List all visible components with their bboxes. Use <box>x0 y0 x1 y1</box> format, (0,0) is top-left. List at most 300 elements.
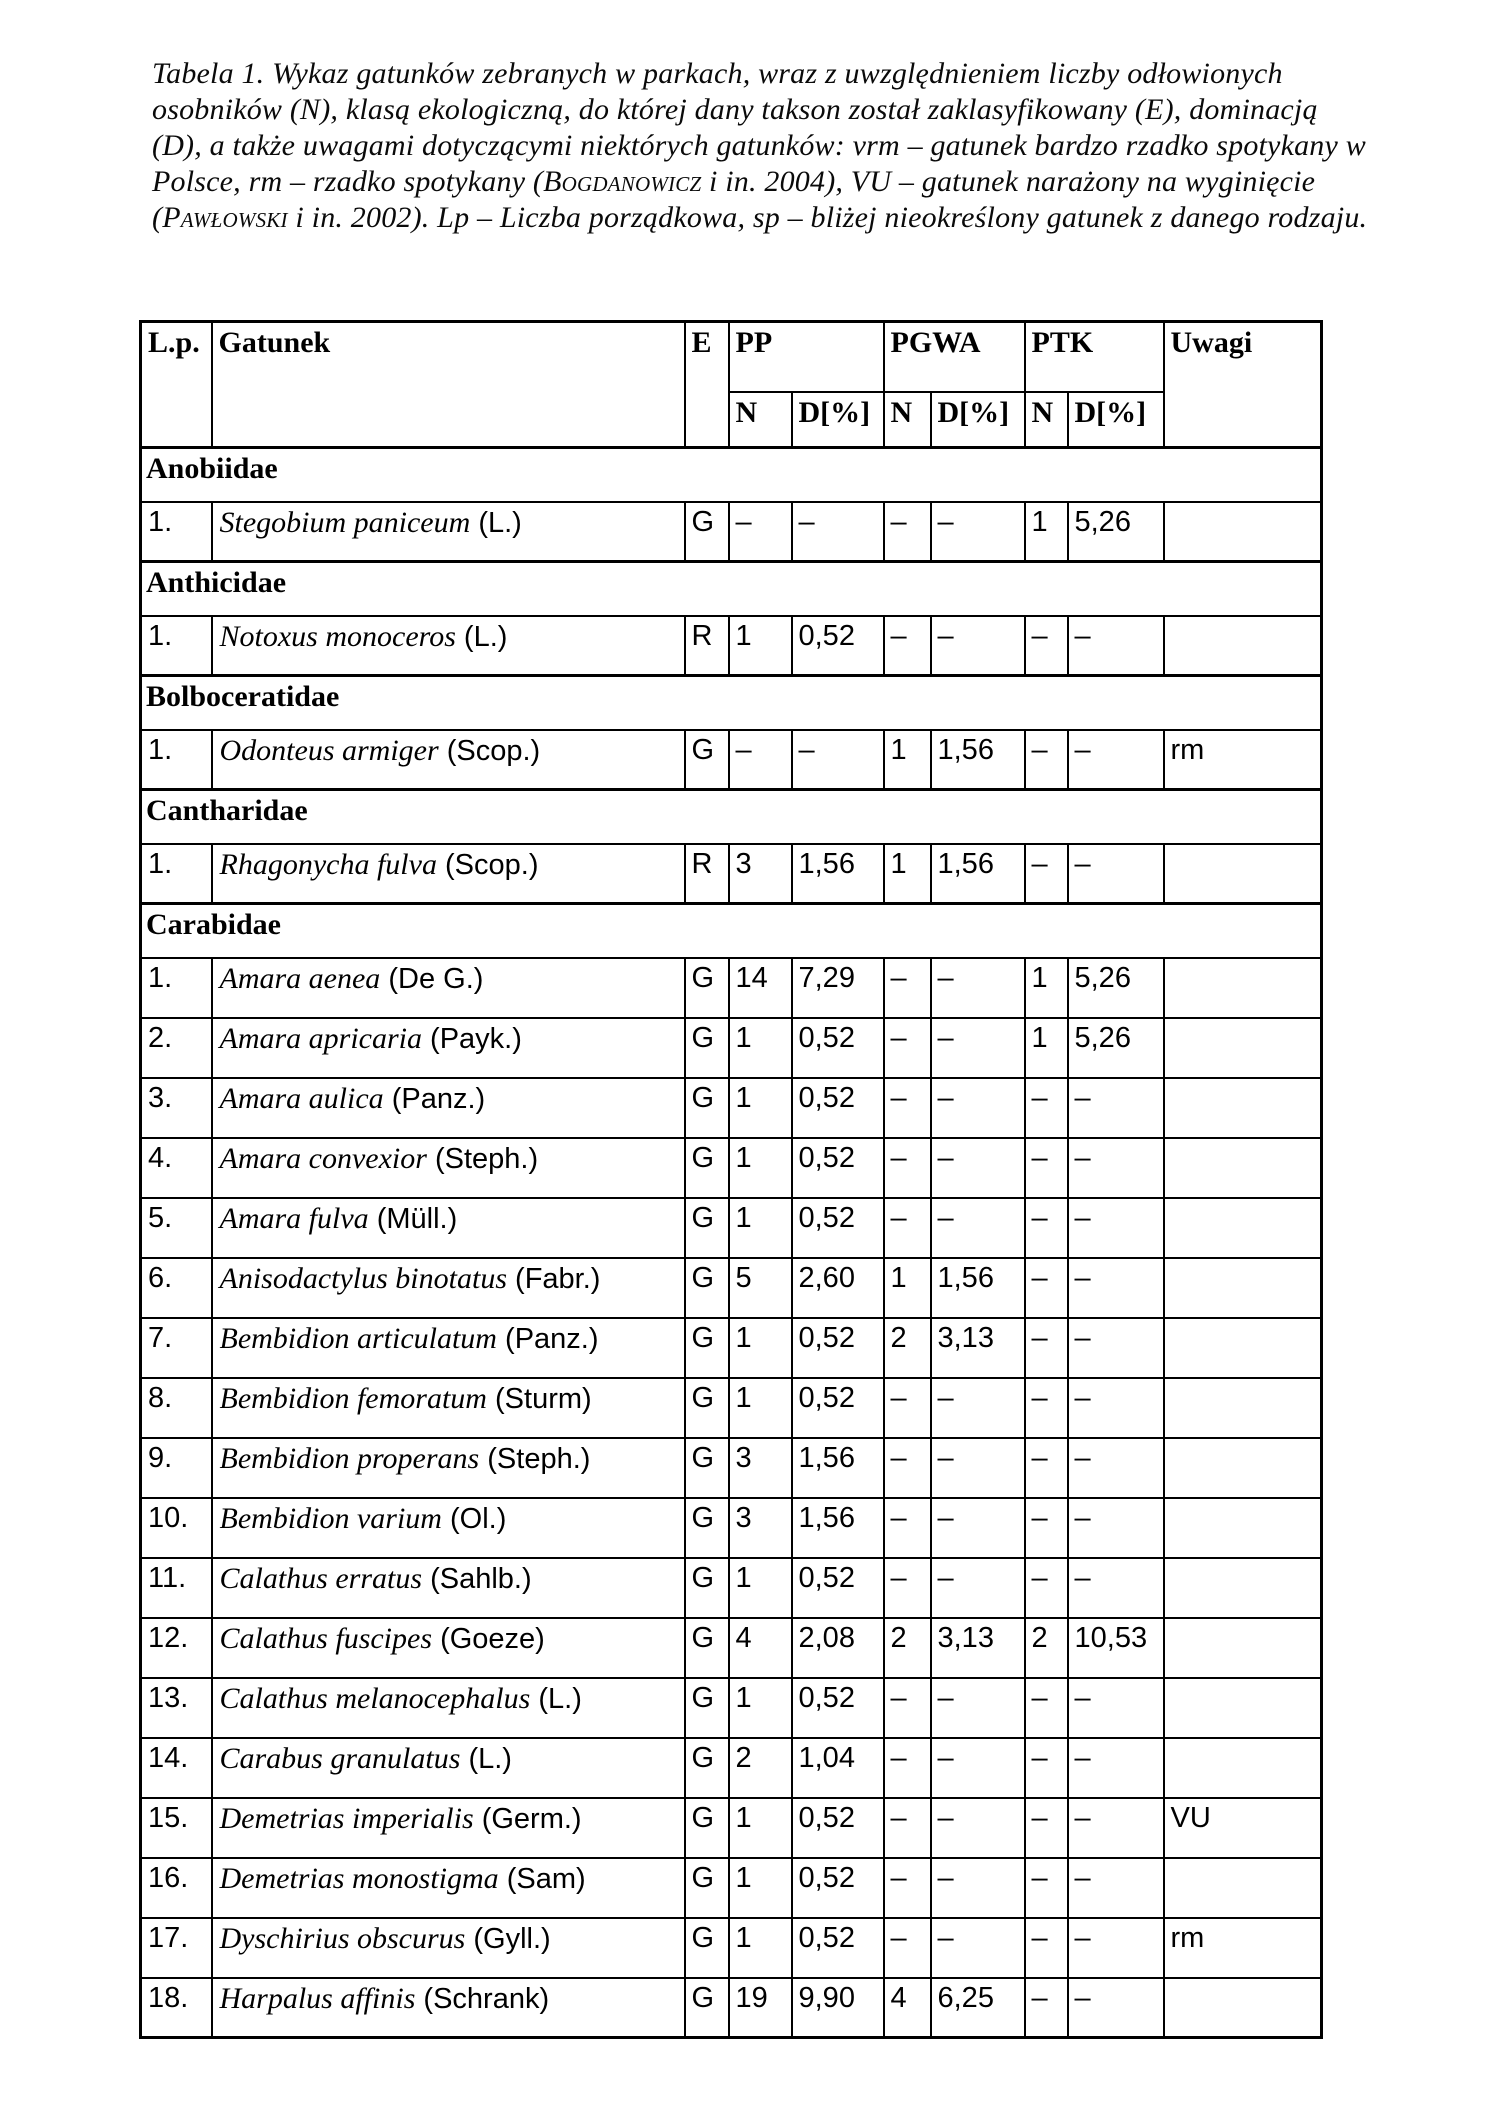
species-cell <box>212 1198 685 1258</box>
lp-cell: 10. <box>141 1498 212 1558</box>
e-cell: G <box>685 1018 729 1078</box>
col-header-pp-n: N <box>729 392 792 448</box>
species-name: Amara convexior <box>219 1141 427 1175</box>
species-name: Demetrias imperialis <box>219 1801 474 1835</box>
species-row <box>141 1078 1322 1138</box>
pp-d-cell: 9,90 <box>792 1978 884 2038</box>
pp-n-cell: – <box>729 730 792 790</box>
pgwa-d-cell: 1,56 <box>931 844 1025 904</box>
species-cell <box>212 1558 685 1618</box>
col-header-uwagi: Uwagi <box>1164 322 1322 448</box>
pgwa-d-cell: – <box>931 1438 1025 1498</box>
species-row <box>141 1918 1322 1978</box>
uwagi-cell <box>1164 1858 1322 1918</box>
ptk-n-cell: – <box>1025 1378 1068 1438</box>
pgwa-d-cell: – <box>931 958 1025 1018</box>
species-table <box>139 320 1323 2039</box>
uwagi-cell <box>1164 1978 1322 2038</box>
species-name: Calathus melanocephalus <box>219 1681 531 1715</box>
ptk-d-cell: – <box>1068 616 1164 676</box>
species-cell <box>212 844 685 904</box>
pgwa-n-cell: – <box>884 1678 931 1738</box>
species-author: (Sturm) <box>486 1382 592 1415</box>
lp-cell: 7. <box>141 1318 212 1378</box>
species-name: Amara aulica <box>219 1081 384 1115</box>
species-cell <box>212 502 685 562</box>
ptk-d-cell: – <box>1068 844 1164 904</box>
pp-d-cell: 0,52 <box>792 1138 884 1198</box>
e-cell: G <box>685 1498 729 1558</box>
col-header-pgwa: PGWA <box>884 322 1025 392</box>
lp-cell: 1. <box>141 730 212 790</box>
ptk-n-cell: – <box>1025 1438 1068 1498</box>
lp-cell: 11. <box>141 1558 212 1618</box>
species-name: Dyschirius obscurus <box>219 1921 466 1955</box>
pgwa-n-cell: – <box>884 502 931 562</box>
pgwa-d-cell: – <box>931 1198 1025 1258</box>
ptk-n-cell: 2 <box>1025 1618 1068 1678</box>
species-name: Amara aenea <box>219 961 381 995</box>
col-header-gatunek: Gatunek <box>212 322 685 448</box>
caption-text: i in. 2004), VU – gatunek narażony na wyginięcie ( <box>152 165 1316 234</box>
e-cell: G <box>685 1318 729 1378</box>
e-cell: G <box>685 1138 729 1198</box>
pp-d-cell: 0,52 <box>792 1858 884 1918</box>
species-name: Bembidion properans <box>219 1441 480 1475</box>
uwagi-cell <box>1164 1318 1322 1378</box>
pgwa-d-cell: – <box>931 1918 1025 1978</box>
col-header-ptk-d: D[%] <box>1068 392 1164 448</box>
family-name: Cantharidae <box>141 790 1322 844</box>
species-row <box>141 616 1322 676</box>
pgwa-n-cell: – <box>884 1198 931 1258</box>
species-cell <box>212 730 685 790</box>
species-name: Amara fulva <box>219 1201 369 1235</box>
pgwa-n-cell: – <box>884 1798 931 1858</box>
species-author: (Panz.) <box>383 1082 486 1115</box>
pp-n-cell: 1 <box>729 1138 792 1198</box>
ptk-d-cell: 5,26 <box>1068 502 1164 562</box>
ptk-n-cell: – <box>1025 1558 1068 1618</box>
pgwa-n-cell: 1 <box>884 1258 931 1318</box>
species-name: Carabus granulatus <box>219 1741 461 1775</box>
e-cell: G <box>685 502 729 562</box>
ptk-d-cell: – <box>1068 1858 1164 1918</box>
species-name: Calathus fuscipes <box>219 1621 433 1655</box>
uwagi-cell <box>1164 958 1322 1018</box>
ptk-d-cell: – <box>1068 1918 1164 1978</box>
uwagi-cell <box>1164 1258 1322 1318</box>
species-name: Stegobium paniceum <box>219 505 471 539</box>
lp-cell: 14. <box>141 1738 212 1798</box>
pgwa-d-cell: – <box>931 1378 1025 1438</box>
pp-d-cell: 1,56 <box>792 844 884 904</box>
pgwa-n-cell: – <box>884 1918 931 1978</box>
pgwa-n-cell: 2 <box>884 1318 931 1378</box>
pp-d-cell: 2,60 <box>792 1258 884 1318</box>
pp-d-cell: 0,52 <box>792 1198 884 1258</box>
species-name: Amara apricaria <box>219 1021 422 1055</box>
species-cell <box>212 1978 685 2038</box>
pgwa-d-cell: – <box>931 1798 1025 1858</box>
pgwa-n-cell: 2 <box>884 1618 931 1678</box>
species-row <box>141 1198 1322 1258</box>
pgwa-n-cell: 4 <box>884 1978 931 2038</box>
lp-cell: 3. <box>141 1078 212 1138</box>
lp-cell: 1. <box>141 844 212 904</box>
uwagi-cell: rm <box>1164 730 1322 790</box>
pgwa-d-cell: – <box>931 1498 1025 1558</box>
species-author: (L.) <box>530 1682 582 1715</box>
pp-n-cell: 1 <box>729 1918 792 1978</box>
pgwa-d-cell: – <box>931 1738 1025 1798</box>
pgwa-n-cell: – <box>884 1858 931 1918</box>
lp-cell: 5. <box>141 1198 212 1258</box>
lp-cell: 9. <box>141 1438 212 1498</box>
e-cell: G <box>685 958 729 1018</box>
species-row <box>141 1978 1322 2038</box>
pgwa-d-cell: 1,56 <box>931 730 1025 790</box>
pgwa-n-cell: – <box>884 1738 931 1798</box>
col-header-ptk-n: N <box>1025 392 1068 448</box>
table-caption <box>152 56 1374 236</box>
ptk-d-cell: 10,53 <box>1068 1618 1164 1678</box>
species-name: Harpalus affinis <box>219 1981 416 2015</box>
species-author: (Ol.) <box>441 1502 507 1535</box>
uwagi-cell <box>1164 1678 1322 1738</box>
family-row <box>141 904 1322 958</box>
species-cell <box>212 616 685 676</box>
species-cell <box>212 1918 685 1978</box>
species-row <box>141 1138 1322 1198</box>
ptk-n-cell: – <box>1025 1678 1068 1738</box>
species-name: Notoxus monoceros <box>219 619 456 653</box>
e-cell: G <box>685 1378 729 1438</box>
ptk-n-cell: 1 <box>1025 958 1068 1018</box>
lp-cell: 18. <box>141 1978 212 2038</box>
table-header <box>141 322 1322 448</box>
ptk-n-cell: – <box>1025 1738 1068 1798</box>
ptk-n-cell: – <box>1025 1918 1068 1978</box>
ptk-d-cell: – <box>1068 1678 1164 1738</box>
species-row <box>141 1498 1322 1558</box>
species-name: Calathus erratus <box>219 1561 423 1595</box>
species-author: (Steph.) <box>479 1442 591 1475</box>
col-header-e: E <box>685 322 729 448</box>
pgwa-d-cell: – <box>931 1858 1025 1918</box>
pgwa-d-cell: 3,13 <box>931 1618 1025 1678</box>
ptk-d-cell: – <box>1068 1138 1164 1198</box>
e-cell: G <box>685 1798 729 1858</box>
caption-text: i in. 2002). Lp – Liczba porządkowa, sp – bliżej nieokreślony gatunek z danego rodzaju. <box>287 201 1368 234</box>
species-row <box>141 1558 1322 1618</box>
species-cell <box>212 1858 685 1918</box>
uwagi-cell <box>1164 844 1322 904</box>
pp-d-cell: 0,52 <box>792 616 884 676</box>
species-name: Bembidion varium <box>219 1501 442 1535</box>
e-cell: G <box>685 1618 729 1678</box>
ptk-n-cell: – <box>1025 1258 1068 1318</box>
lp-cell: 1. <box>141 958 212 1018</box>
caption-author-name: Bogdanowicz <box>543 165 702 198</box>
pgwa-d-cell: 6,25 <box>931 1978 1025 2038</box>
pp-n-cell: 1 <box>729 1378 792 1438</box>
pp-d-cell: 0,52 <box>792 1318 884 1378</box>
e-cell: G <box>685 1918 729 1978</box>
lp-cell: 17. <box>141 1918 212 1978</box>
pgwa-d-cell: – <box>931 616 1025 676</box>
species-row <box>141 1678 1322 1738</box>
species-cell <box>212 1258 685 1318</box>
col-header-pgwa-n: N <box>884 392 931 448</box>
ptk-d-cell: – <box>1068 1738 1164 1798</box>
species-cell <box>212 1678 685 1738</box>
ptk-n-cell: – <box>1025 730 1068 790</box>
species-name: Rhagonycha fulva <box>219 847 437 881</box>
e-cell: G <box>685 1258 729 1318</box>
pp-d-cell: 0,52 <box>792 1378 884 1438</box>
species-cell <box>212 1018 685 1078</box>
ptk-d-cell: 5,26 <box>1068 958 1164 1018</box>
lp-cell: 16. <box>141 1858 212 1918</box>
ptk-n-cell: – <box>1025 1078 1068 1138</box>
species-name: Demetrias monostigma <box>219 1861 499 1895</box>
pp-n-cell: 1 <box>729 1018 792 1078</box>
pp-n-cell: 1 <box>729 1198 792 1258</box>
lp-cell: 1. <box>141 616 212 676</box>
species-author: (L.) <box>460 1742 512 1775</box>
pp-n-cell: 1 <box>729 1558 792 1618</box>
pp-n-cell: 1 <box>729 1318 792 1378</box>
lp-cell: 13. <box>141 1678 212 1738</box>
col-header-pp-d: D[%] <box>792 392 884 448</box>
uwagi-cell: VU <box>1164 1798 1322 1858</box>
caption-author-name: Pawłowski <box>162 201 288 234</box>
ptk-d-cell: – <box>1068 730 1164 790</box>
pp-n-cell: 1 <box>729 1858 792 1918</box>
col-header-ptk: PTK <box>1025 322 1164 392</box>
pp-n-cell: 5 <box>729 1258 792 1318</box>
family-row <box>141 448 1322 502</box>
ptk-d-cell: – <box>1068 1078 1164 1138</box>
pgwa-n-cell: – <box>884 1378 931 1438</box>
pp-n-cell: 1 <box>729 1078 792 1138</box>
pgwa-n-cell: – <box>884 1018 931 1078</box>
ptk-n-cell: – <box>1025 1198 1068 1258</box>
ptk-n-cell: 1 <box>1025 502 1068 562</box>
uwagi-cell <box>1164 502 1322 562</box>
ptk-d-cell: – <box>1068 1378 1164 1438</box>
e-cell: G <box>685 730 729 790</box>
species-name: Bembidion articulatum <box>219 1321 497 1355</box>
lp-cell: 1. <box>141 502 212 562</box>
uwagi-cell <box>1164 1138 1322 1198</box>
family-name: Anthicidae <box>141 562 1322 616</box>
col-header-lp: L.p. <box>141 322 212 448</box>
pgwa-n-cell: 1 <box>884 730 931 790</box>
pp-d-cell: 7,29 <box>792 958 884 1018</box>
species-author: (Fabr.) <box>507 1262 601 1295</box>
pgwa-d-cell: 3,13 <box>931 1318 1025 1378</box>
pgwa-n-cell: – <box>884 1498 931 1558</box>
species-cell <box>212 1498 685 1558</box>
pp-n-cell: 19 <box>729 1978 792 2038</box>
species-author: (Steph.) <box>426 1142 539 1175</box>
ptk-n-cell: – <box>1025 1318 1068 1378</box>
e-cell: G <box>685 1438 729 1498</box>
ptk-d-cell: – <box>1068 1438 1164 1498</box>
ptk-d-cell: – <box>1068 1198 1164 1258</box>
e-cell: R <box>685 844 729 904</box>
pp-n-cell: 3 <box>729 1438 792 1498</box>
ptk-d-cell: – <box>1068 1258 1164 1318</box>
pp-d-cell: 0,52 <box>792 1918 884 1978</box>
species-cell <box>212 1378 685 1438</box>
species-cell <box>212 1618 685 1678</box>
species-cell <box>212 1798 685 1858</box>
ptk-n-cell: – <box>1025 1798 1068 1858</box>
species-author: (Sahlb.) <box>422 1562 532 1595</box>
ptk-n-cell: – <box>1025 1498 1068 1558</box>
species-row <box>141 1858 1322 1918</box>
pp-d-cell: 0,52 <box>792 1678 884 1738</box>
e-cell: G <box>685 1738 729 1798</box>
ptk-d-cell: – <box>1068 1558 1164 1618</box>
species-author: (Gyll.) <box>465 1922 551 1955</box>
pgwa-d-cell: – <box>931 1678 1025 1738</box>
pgwa-n-cell: – <box>884 1138 931 1198</box>
uwagi-cell <box>1164 1078 1322 1138</box>
e-cell: R <box>685 616 729 676</box>
species-cell <box>212 1138 685 1198</box>
ptk-d-cell: 5,26 <box>1068 1018 1164 1078</box>
pgwa-d-cell: 1,56 <box>931 1258 1025 1318</box>
pp-d-cell: – <box>792 502 884 562</box>
pp-n-cell: 14 <box>729 958 792 1018</box>
col-header-pp: PP <box>729 322 884 392</box>
pp-n-cell: 3 <box>729 1498 792 1558</box>
pp-d-cell: 1,56 <box>792 1498 884 1558</box>
species-author: (Goeze) <box>432 1622 545 1655</box>
species-row <box>141 1258 1322 1318</box>
species-author: (Müll.) <box>368 1202 458 1235</box>
species-author: (Sam) <box>498 1862 586 1895</box>
species-author: (L.) <box>455 620 508 653</box>
uwagi-cell: rm <box>1164 1918 1322 1978</box>
pgwa-d-cell: – <box>931 502 1025 562</box>
pgwa-n-cell: – <box>884 1078 931 1138</box>
pp-d-cell: 0,52 <box>792 1558 884 1618</box>
uwagi-cell <box>1164 1198 1322 1258</box>
pgwa-n-cell: – <box>884 1558 931 1618</box>
species-cell <box>212 958 685 1018</box>
species-author: (Scop.) <box>436 848 539 881</box>
ptk-d-cell: – <box>1068 1798 1164 1858</box>
species-author: (L.) <box>470 506 522 539</box>
species-author: (Panz.) <box>496 1322 599 1355</box>
lp-cell: 15. <box>141 1798 212 1858</box>
pp-n-cell: 2 <box>729 1738 792 1798</box>
uwagi-cell <box>1164 616 1322 676</box>
uwagi-cell <box>1164 1438 1322 1498</box>
pp-d-cell: 0,52 <box>792 1798 884 1858</box>
lp-cell: 2. <box>141 1018 212 1078</box>
species-row <box>141 1378 1322 1438</box>
family-row <box>141 562 1322 616</box>
species-author: (Payk.) <box>422 1022 522 1055</box>
species-row <box>141 730 1322 790</box>
pp-d-cell: 0,52 <box>792 1018 884 1078</box>
species-row <box>141 1438 1322 1498</box>
uwagi-cell <box>1164 1738 1322 1798</box>
species-cell <box>212 1438 685 1498</box>
lp-cell: 4. <box>141 1138 212 1198</box>
pp-d-cell: 1,56 <box>792 1438 884 1498</box>
pp-d-cell: 1,04 <box>792 1738 884 1798</box>
ptk-n-cell: – <box>1025 1858 1068 1918</box>
species-author: (Schrank) <box>415 1982 550 2015</box>
pp-n-cell: – <box>729 502 792 562</box>
species-cell <box>212 1738 685 1798</box>
family-name: Carabidae <box>141 904 1322 958</box>
species-row <box>141 1618 1322 1678</box>
family-name: Bolboceratidae <box>141 676 1322 730</box>
pgwa-n-cell: 1 <box>884 844 931 904</box>
pgwa-d-cell: – <box>931 1138 1025 1198</box>
table-body <box>141 448 1322 2038</box>
e-cell: G <box>685 1198 729 1258</box>
species-row <box>141 502 1322 562</box>
e-cell: G <box>685 1678 729 1738</box>
species-row <box>141 844 1322 904</box>
lp-cell: 8. <box>141 1378 212 1438</box>
species-name: Odonteus armiger <box>219 733 439 767</box>
species-row <box>141 1798 1322 1858</box>
pgwa-d-cell: – <box>931 1018 1025 1078</box>
header-row-groups <box>141 322 1322 392</box>
species-row <box>141 1318 1322 1378</box>
family-row <box>141 676 1322 730</box>
species-cell <box>212 1078 685 1138</box>
pgwa-n-cell: – <box>884 1438 931 1498</box>
ptk-n-cell: 1 <box>1025 1018 1068 1078</box>
species-row <box>141 958 1322 1018</box>
ptk-n-cell: – <box>1025 1978 1068 2038</box>
caption-text: Tabela 1. Wykaz gatunków zebranych w parkach, wraz z uwzględnieniem liczby odłowionych osobników (N), klasą ekologiczną, do której dany takson został zaklasyfikowany (E), dominacją (D), a także uwagami dotyczącymi niektórych gatunków: vrm – gatunek bardzo rzadko spotykany w Polsce, rm – rzadko spotykany ( <box>152 57 1366 198</box>
species-author: (De G.) <box>380 962 484 995</box>
col-header-pgwa-d: D[%] <box>931 392 1025 448</box>
ptk-n-cell: – <box>1025 844 1068 904</box>
e-cell: G <box>685 1978 729 2038</box>
family-name: Anobiidae <box>141 448 1322 502</box>
species-author: (Germ.) <box>473 1802 582 1835</box>
family-row <box>141 790 1322 844</box>
uwagi-cell <box>1164 1618 1322 1678</box>
uwagi-cell <box>1164 1558 1322 1618</box>
species-name: Bembidion femoratum <box>219 1381 487 1415</box>
pgwa-n-cell: – <box>884 958 931 1018</box>
ptk-d-cell: – <box>1068 1498 1164 1558</box>
lp-cell: 12. <box>141 1618 212 1678</box>
pgwa-n-cell: – <box>884 616 931 676</box>
pgwa-d-cell: – <box>931 1558 1025 1618</box>
uwagi-cell <box>1164 1378 1322 1438</box>
e-cell: G <box>685 1558 729 1618</box>
lp-cell: 6. <box>141 1258 212 1318</box>
ptk-d-cell: – <box>1068 1318 1164 1378</box>
pp-n-cell: 1 <box>729 1678 792 1738</box>
ptk-d-cell: – <box>1068 1978 1164 2038</box>
